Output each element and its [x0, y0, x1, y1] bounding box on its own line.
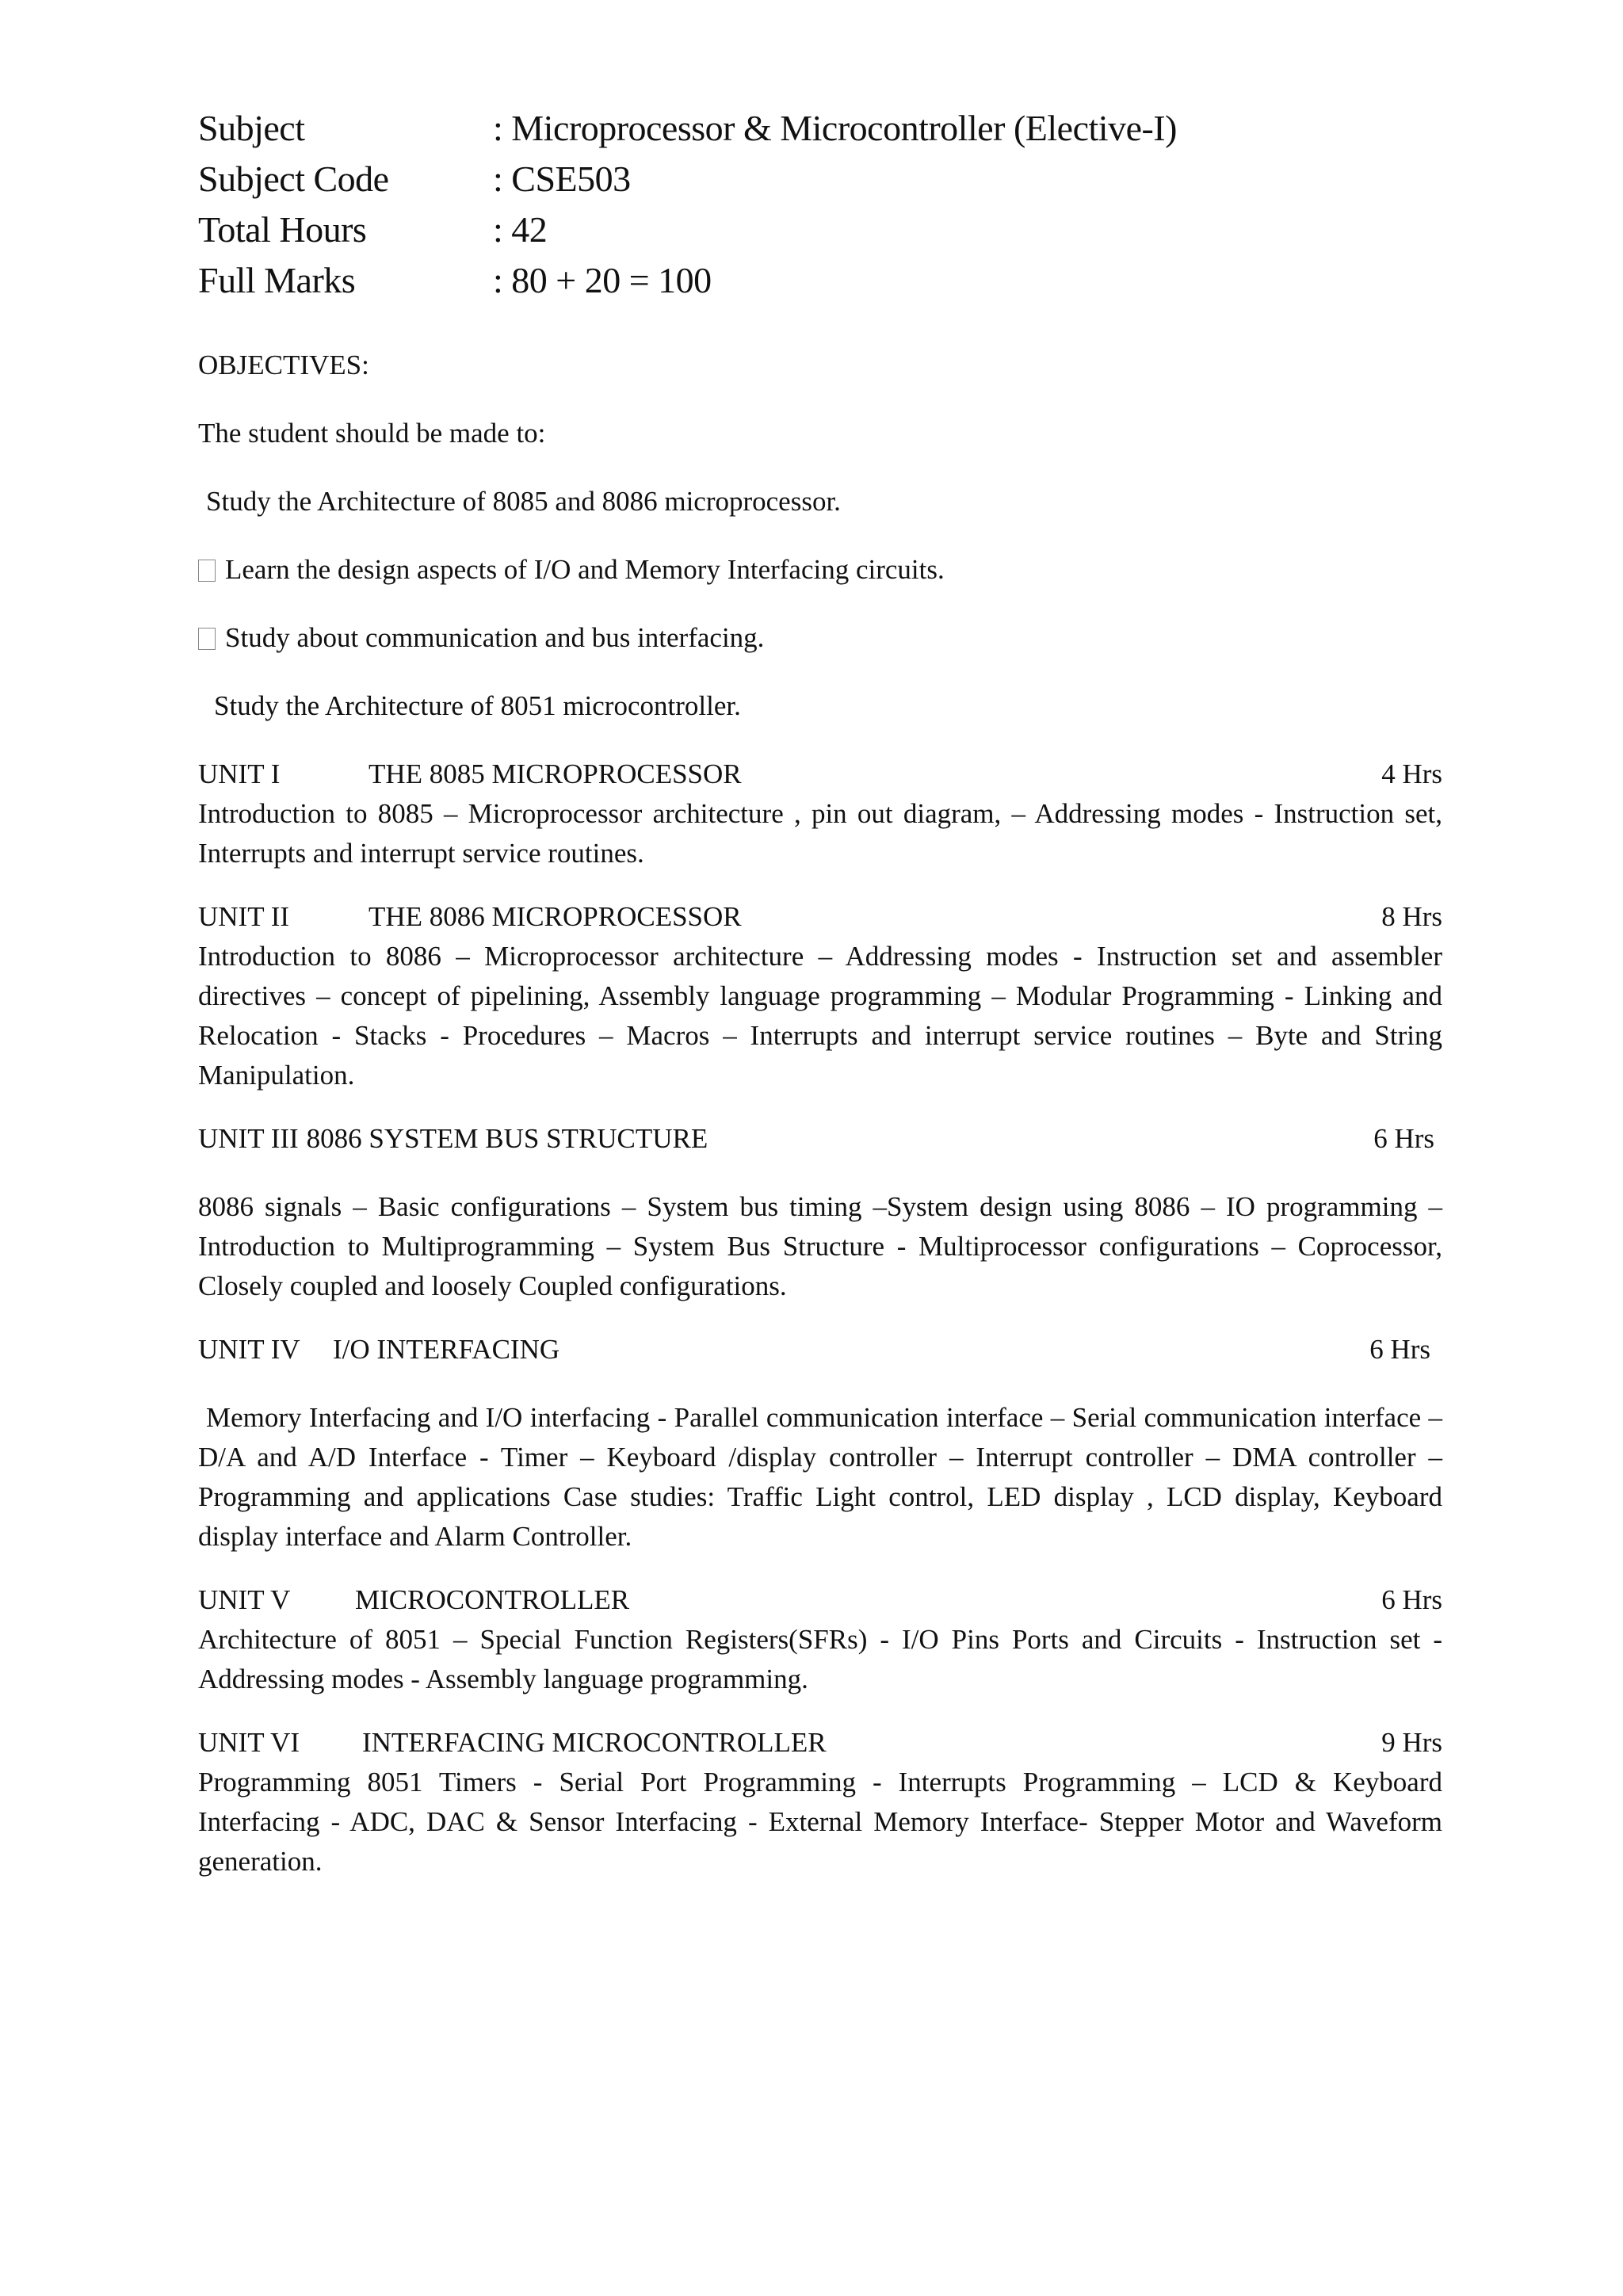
unit-description: Introduction to 8085 – Microprocessor architecture , pin out diagram, – Addressing modes - Instruction set, Interrupts and interrupt service routines. — [198, 798, 1442, 869]
objective-text: Study the Architecture of 8051 microcontroller. — [214, 690, 741, 721]
unit-heading — [198, 1723, 1442, 1763]
unit-description: Memory Interfacing and I/O interfacing - Parallel communication interface – Serial communication interface – D/A and A/D Interface - Timer – Keyboard /display controller – Interrupt controller – DMA controller – Programming and applications Case studies: Traffic Light control, LED display , LCD display, Keyboard display interface and Alarm Controller. — [198, 1402, 1442, 1552]
unit-6 — [198, 1723, 1442, 1881]
total-hours-value: : 42 — [493, 209, 548, 250]
unit-heading — [198, 897, 1442, 937]
objectives-heading: OBJECTIVES: — [198, 350, 369, 380]
full-marks-row — [198, 255, 1442, 306]
full-marks-label: Full Marks — [198, 260, 356, 300]
total-hours-row — [198, 204, 1442, 255]
unit-title: THE 8086 MICROPROCESSOR — [369, 901, 742, 932]
subject-label: Subject — [198, 108, 305, 148]
unit-2 — [198, 897, 1442, 1095]
unit-title: MICROCONTROLLER — [355, 1584, 630, 1615]
unit-heading — [198, 1580, 1442, 1620]
objective-item — [198, 618, 1442, 658]
objectives-section — [198, 346, 1442, 726]
objective-item — [198, 550, 1442, 590]
objective-text: Study the Architecture of 8085 and 8086 microprocessor. — [206, 486, 841, 517]
unit-heading — [198, 1330, 1442, 1370]
unit-number: UNIT III — [198, 1123, 299, 1154]
unit-3 — [198, 1119, 1442, 1306]
unit-hours: 9 Hrs — [1381, 1727, 1442, 1758]
unit-description: Programming 8051 Timers - Serial Port Programming - Interrupts Programming – LCD & Keyboard Interfacing - ADC, DAC & Sensor Interfacing - External Memory Interface- Stepper Motor and Waveform generation. — [198, 1767, 1442, 1877]
unit-title: THE 8085 MICROPROCESSOR — [369, 758, 742, 789]
unit-heading — [198, 1119, 1442, 1159]
unit-hours: 6 Hrs — [1369, 1334, 1430, 1365]
objective-item — [198, 686, 1442, 726]
unit-hours: 4 Hrs — [1381, 758, 1442, 789]
missing-glyph-bullet-icon — [198, 628, 216, 650]
unit-title: 8086 SYSTEM BUS STRUCTURE — [306, 1123, 708, 1154]
missing-glyph-bullet-icon — [198, 560, 216, 582]
objective-text: Learn the design aspects of I/O and Memory Interfacing circuits. — [225, 554, 945, 585]
total-hours-label: Total Hours — [198, 209, 367, 250]
unit-number: UNIT V — [198, 1584, 291, 1615]
unit-description: 8086 signals – Basic configurations – System bus timing –System design using 8086 – IO programming – Introduction to Multiprogramming – System Bus Structure - Multiprocessor configurations – Coprocessor, Closely coupled and loosely Coupled configurations. — [198, 1191, 1442, 1301]
subject-code-value: : CSE503 — [493, 159, 631, 199]
unit-hours: 8 Hrs — [1381, 901, 1442, 932]
unit-hours: 6 Hrs — [1381, 1584, 1442, 1615]
unit-number: UNIT I — [198, 758, 281, 789]
unit-title: INTERFACING MICROCONTROLLER — [362, 1727, 827, 1758]
unit-title: I/O INTERFACING — [333, 1334, 560, 1365]
objective-text: Study about communication and bus interfacing. — [225, 622, 765, 653]
subject-row — [198, 103, 1442, 154]
unit-number: UNIT II — [198, 901, 290, 932]
syllabus-page — [198, 103, 1442, 1905]
unit-1 — [198, 755, 1442, 873]
objective-item — [198, 482, 1442, 521]
unit-hours: 6 Hrs — [1373, 1123, 1434, 1154]
subject-header — [198, 103, 1442, 306]
full-marks-value: : 80 + 20 = 100 — [493, 260, 712, 300]
unit-number: UNIT VI — [198, 1727, 300, 1758]
unit-4 — [198, 1330, 1442, 1557]
subject-code-row — [198, 154, 1442, 204]
unit-number: UNIT IV — [198, 1334, 300, 1365]
unit-description: Architecture of 8051 – Special Function Registers(SFRs) - I/O Pins Ports and Circuits - Instruction set - Addressing modes - Assembly language programming. — [198, 1624, 1442, 1694]
objectives-intro: The student should be made to: — [198, 418, 546, 449]
subject-code-label: Subject Code — [198, 159, 389, 199]
unit-heading — [198, 755, 1442, 794]
unit-5 — [198, 1580, 1442, 1699]
unit-description: Introduction to 8086 – Microprocessor architecture – Addressing modes - Instruction set and assembler directives – concept of pipelining, Assembly language programming – Modular Programming - Linking and Relocation - Stacks - Procedures – Macros – Interrupts and interrupt service routines – Byte and String Manipulation. — [198, 941, 1442, 1091]
subject-value: : Microprocessor & Microcontroller (Elective-I) — [493, 108, 1177, 148]
